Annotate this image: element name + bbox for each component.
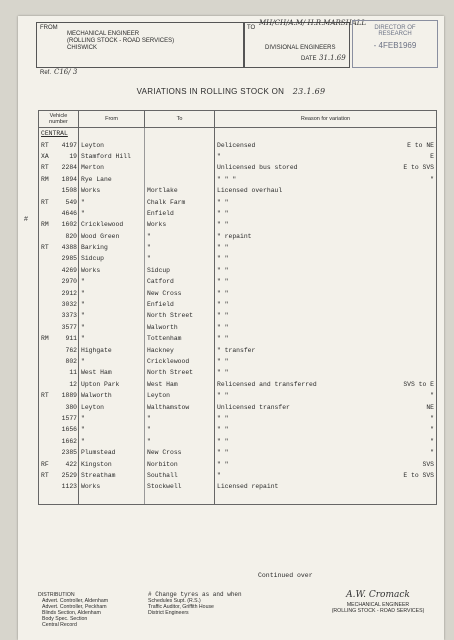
from-cell: " — [79, 333, 145, 344]
reason-cell — [215, 174, 437, 185]
reason-code: SVS to E — [403, 380, 434, 388]
vehicle-number: 1123 — [61, 483, 77, 491]
table-row — [39, 208, 437, 219]
vehicle-number: 3577 — [61, 323, 77, 331]
reason-code: E to NE — [407, 141, 434, 149]
vehicle-number: 380 — [65, 403, 77, 411]
from-cell: Plumstead — [79, 447, 145, 458]
from-cell: " — [79, 424, 145, 435]
to-cell: Stockwell — [145, 481, 215, 492]
reason-text: " " — [217, 414, 229, 422]
to-cell: New Cross — [145, 447, 215, 458]
table-row — [39, 242, 437, 253]
table-row — [39, 356, 437, 367]
reason-code: " — [430, 175, 434, 183]
to-cell: Sidcup — [145, 265, 215, 276]
ref-value: C16/ 3 — [54, 68, 78, 76]
vehicle-prefix: XA — [41, 152, 49, 160]
distribution-block — [38, 592, 108, 628]
middle-line-3: District Engineers — [148, 610, 189, 616]
reason-code: " — [430, 414, 434, 422]
reason-text: " " — [217, 244, 229, 252]
to-value: DIVISIONAL ENGINEERS — [265, 45, 336, 51]
to-cell: " — [145, 242, 215, 253]
vehicle-number-cell — [39, 401, 79, 412]
reason-text: " " — [217, 335, 229, 343]
to-cell: North Street — [145, 310, 215, 321]
middle-note: # Change tyres as and when — [148, 591, 242, 598]
from-cell: " — [79, 322, 145, 333]
section-row — [39, 128, 437, 140]
reason-text: " " — [217, 312, 229, 320]
vehicle-number-cell — [39, 265, 79, 276]
vehicle-number: 422 — [65, 460, 77, 468]
continued-over: Continued over — [258, 572, 313, 579]
to-cell: Norbiton — [145, 458, 215, 469]
vehicle-prefix: RT — [41, 141, 49, 149]
vehicle-number: 1656 — [61, 426, 77, 434]
table-row — [39, 447, 437, 458]
vehicle-number: 549 — [65, 198, 77, 206]
table-row — [39, 299, 437, 310]
vehicle-number-cell — [39, 219, 79, 230]
vehicle-number-cell — [39, 447, 79, 458]
table-row — [39, 481, 437, 492]
vehicle-number: 1602 — [61, 221, 77, 229]
vehicle-number: 2385 — [61, 449, 77, 457]
reason-code: " — [430, 437, 434, 445]
reason-cell — [215, 208, 437, 219]
vehicle-number-cell — [39, 379, 79, 390]
reason-cell — [215, 458, 437, 469]
vehicle-number: 3032 — [61, 301, 77, 309]
reason-text: " " — [217, 449, 229, 457]
from-cell: " — [79, 413, 145, 424]
distribution-line-4: Body Spec. Section — [42, 616, 88, 622]
reason-cell — [215, 401, 437, 412]
reason-text: Licensed overhaul — [217, 187, 283, 195]
vehicle-number: 1662 — [61, 437, 77, 445]
from-cell: Leyton — [79, 139, 145, 150]
reason-code: " — [430, 449, 434, 457]
reason-text: " " — [217, 323, 229, 331]
table-row — [39, 231, 437, 242]
vehicle-number: 4269 — [61, 266, 77, 274]
vehicle-prefix: RF — [41, 460, 49, 468]
to-box — [244, 19, 367, 68]
reason-code: E to SVS — [403, 164, 434, 172]
to-label: TO — [247, 25, 256, 31]
variations-table — [38, 110, 437, 505]
reason-text: " " — [217, 460, 229, 468]
from-cell: Wood Green — [79, 231, 145, 242]
reason-cell — [215, 481, 437, 492]
reason-cell — [215, 139, 437, 150]
vehicle-number: 2970 — [61, 278, 77, 286]
vehicle-number: 1894 — [61, 175, 77, 183]
from-cell: Highgate — [79, 344, 145, 355]
from-cell: Walworth — [79, 390, 145, 401]
from-cell: Streatham — [79, 470, 145, 481]
vehicle-number-cell — [39, 333, 79, 344]
to-cell: Walthamstow — [145, 401, 215, 412]
vehicle-number-cell — [39, 413, 79, 424]
to-cell: " — [145, 253, 215, 264]
from-box — [36, 22, 244, 68]
from-line-3: CHISWICK — [67, 45, 97, 51]
reason-cell — [215, 447, 437, 458]
reason-cell — [215, 470, 437, 481]
reason-text: Unlicensed bus stored — [217, 164, 298, 172]
vehicle-prefix: RT — [41, 244, 49, 252]
vehicle-prefix: RT — [41, 392, 49, 400]
table-row — [39, 333, 437, 344]
table-row — [39, 253, 437, 264]
reason-code: SVS — [422, 460, 434, 468]
stamp-line-1: DIRECTOR OF — [374, 25, 416, 31]
vehicle-prefix: RT — [41, 198, 49, 206]
reason-text: " — [217, 152, 221, 160]
to-cell: " — [145, 424, 215, 435]
stamp-line-2: RESEARCH — [378, 31, 412, 37]
from-cell: " — [79, 276, 145, 287]
reason-cell — [215, 390, 437, 401]
from-cell: " — [79, 208, 145, 219]
vehicle-number: 1508 — [61, 187, 77, 195]
vehicle-prefix: RT — [41, 164, 49, 172]
from-label: FROM — [40, 25, 58, 31]
table-end-row — [39, 493, 437, 505]
to-cell: Leyton — [145, 390, 215, 401]
vehicle-number: 4197 — [61, 141, 77, 149]
vehicle-prefix: RM — [41, 221, 49, 229]
to-cell: Southall — [145, 470, 215, 481]
vehicle-number: 11 — [69, 369, 77, 377]
reason-text: " " — [217, 369, 229, 377]
vehicle-number-cell — [39, 458, 79, 469]
vehicle-number-cell — [39, 299, 79, 310]
reason-cell — [215, 265, 437, 276]
from-cell: Cricklewood — [79, 219, 145, 230]
reason-text: " — [217, 471, 221, 479]
reason-code: E to SVS — [403, 471, 434, 479]
title-text: VARIATIONS IN ROLLING STOCK ON — [136, 87, 285, 96]
vehicle-number: 2529 — [61, 471, 77, 479]
table-row — [39, 265, 437, 276]
vehicle-number-cell — [39, 356, 79, 367]
col-to: To — [145, 111, 215, 128]
vehicle-number-cell — [39, 424, 79, 435]
reason-text: " " — [217, 426, 229, 434]
from-cell: Works — [79, 481, 145, 492]
vehicle-number-cell — [39, 139, 79, 150]
stamp-date: - 4FEB1969 — [373, 41, 417, 50]
reason-text: " " — [217, 198, 229, 206]
table-body — [39, 128, 437, 505]
vehicle-number-cell — [39, 470, 79, 481]
to-handwritten: MH/CH/A.M/ H.R.MARSHALL — [259, 19, 367, 27]
vehicle-number: 4388 — [61, 244, 77, 252]
to-cell: Cricklewood — [145, 356, 215, 367]
reason-cell — [215, 356, 437, 367]
reason-text: " " — [217, 221, 229, 229]
from-cell: " — [79, 196, 145, 207]
vehicle-prefix: RT — [41, 471, 49, 479]
reason-cell — [215, 322, 437, 333]
table-header-row — [39, 111, 437, 128]
from-cell: Sidcup — [79, 253, 145, 264]
vehicle-number-cell — [39, 253, 79, 264]
vehicle-number: 2985 — [61, 255, 77, 263]
table-row — [39, 344, 437, 355]
reason-text: Delicensed — [217, 141, 256, 149]
margin-mark: # — [24, 216, 28, 223]
table-row — [39, 367, 437, 378]
vehicle-prefix: RM — [41, 175, 49, 183]
reason-code: E — [430, 152, 434, 160]
table-row — [39, 424, 437, 435]
reason-code: " — [430, 392, 434, 400]
from-cell: Upton Park — [79, 379, 145, 390]
reason-text: " " — [217, 278, 229, 286]
to-cell: Enfield — [145, 299, 215, 310]
to-cell: " — [145, 231, 215, 242]
section-label: CENTRAL — [39, 128, 79, 140]
reason-cell — [215, 436, 437, 447]
from-cell: " — [79, 287, 145, 298]
reason-code: " — [430, 426, 434, 434]
vehicle-number-cell — [39, 344, 79, 355]
vehicle-prefix: RM — [41, 335, 49, 343]
vehicle-number-cell — [39, 481, 79, 492]
reason-text: " " — [217, 209, 229, 217]
reason-cell — [215, 310, 437, 321]
ref-label: Ref. — [40, 70, 52, 76]
to-cell: Mortlake — [145, 185, 215, 196]
reason-text: " repaint — [217, 232, 252, 240]
to-cell: Enfield — [145, 208, 215, 219]
vehicle-number-cell — [39, 196, 79, 207]
table-row — [39, 219, 437, 230]
received-stamp — [352, 20, 438, 68]
distribution-line-2: Advert. Controller, Peckham — [42, 604, 107, 610]
date-label: DATE — [301, 56, 317, 62]
table-row — [39, 287, 437, 298]
from-cell: Works — [79, 265, 145, 276]
vehicle-number: 3373 — [61, 312, 77, 320]
table-row — [39, 379, 437, 390]
reason-text: Licensed repaint — [217, 483, 279, 491]
reason-text: Relicensed and transferred — [217, 380, 317, 388]
table-row — [39, 436, 437, 447]
vehicle-number: 2912 — [61, 289, 77, 297]
reason-cell — [215, 424, 437, 435]
page-title — [18, 87, 444, 96]
to-cell: West Ham — [145, 379, 215, 390]
vehicle-number: 1577 — [61, 414, 77, 422]
vehicle-number: 802 — [65, 358, 77, 365]
signature-subtitle: (ROLLING STOCK - ROAD SERVICES) — [331, 608, 425, 614]
vehicle-number: 911 — [65, 335, 77, 343]
vehicle-number-cell — [39, 185, 79, 196]
col-from: From — [79, 111, 145, 128]
reason-text: " " — [217, 289, 229, 297]
reason-text: " " — [217, 301, 229, 309]
to-cell — [145, 139, 215, 150]
from-cell: Barking — [79, 242, 145, 253]
vehicle-number: 1889 — [61, 392, 77, 400]
reason-text: " " — [217, 266, 229, 274]
vehicle-number-cell — [39, 436, 79, 447]
vehicle-number-cell — [39, 276, 79, 287]
distribution-line-3: Blinds Section, Aldenham — [42, 610, 101, 616]
vehicle-number-cell — [39, 208, 79, 219]
reason-cell — [215, 333, 437, 344]
vehicle-number-cell — [39, 151, 79, 162]
middle-line-2: Traffic Auditor, Griffith House — [148, 604, 214, 610]
vehicle-number-cell — [39, 242, 79, 253]
table-row — [39, 390, 437, 401]
reason-cell — [215, 299, 437, 310]
reason-code: NE — [426, 403, 434, 411]
to-cell: Chalk Farm — [145, 196, 215, 207]
reason-cell — [215, 253, 437, 264]
from-cell: Rye Lane — [79, 174, 145, 185]
to-cell — [145, 174, 215, 185]
reason-cell — [215, 344, 437, 355]
vehicle-number-cell — [39, 322, 79, 333]
reason-cell — [215, 162, 437, 173]
from-cell: Leyton — [79, 401, 145, 412]
table-row — [39, 322, 437, 333]
middle-line-1: Schedules Supt. (R.S.) — [148, 598, 201, 604]
vehicle-number: 4646 — [61, 209, 77, 217]
to-cell: Walworth — [145, 322, 215, 333]
distribution-line-1: Advert. Controller, Aldenham — [42, 598, 109, 604]
to-cell — [145, 162, 215, 173]
to-cell: Tottenham — [145, 333, 215, 344]
from-cell: " — [79, 310, 145, 321]
table-row — [39, 401, 437, 412]
reason-text: " transfer — [217, 346, 256, 354]
vehicle-number: 820 — [65, 232, 77, 240]
table-row — [39, 310, 437, 321]
date-value: 31.1.69 — [319, 54, 346, 62]
col-reason: Reason for variation — [215, 111, 437, 128]
reason-cell — [215, 219, 437, 230]
reason-cell — [215, 413, 437, 424]
from-cell: " — [79, 299, 145, 310]
reason-cell — [215, 185, 437, 196]
to-cell: Catford — [145, 276, 215, 287]
document-sheet — [18, 16, 444, 640]
from-cell: Works — [79, 185, 145, 196]
to-cell: Hackney — [145, 344, 215, 355]
to-cell: North Street — [145, 367, 215, 378]
to-cell: " — [145, 436, 215, 447]
vehicle-number: 12 — [69, 380, 77, 388]
reason-text: " " " — [217, 175, 237, 183]
to-cell — [145, 151, 215, 162]
table-row — [39, 185, 437, 196]
vehicle-number: 2284 — [61, 164, 77, 172]
from-cell: " — [79, 436, 145, 447]
from-cell: Merton — [79, 162, 145, 173]
vehicle-number: 762 — [65, 346, 77, 354]
reason-text: " " — [217, 392, 229, 400]
vehicle-number: 19 — [69, 152, 77, 160]
vehicle-number-cell — [39, 231, 79, 242]
reason-text: " " — [217, 437, 229, 445]
table-row — [39, 276, 437, 287]
reason-cell — [215, 287, 437, 298]
middle-block — [148, 592, 242, 616]
table-row — [39, 151, 437, 162]
to-cell: " — [145, 413, 215, 424]
reason-cell — [215, 151, 437, 162]
col-vehicle-number: Vehicle number — [39, 111, 79, 128]
reason-cell — [215, 276, 437, 287]
vehicle-number-cell — [39, 310, 79, 321]
distribution-title: DISTRIBUTION — [38, 592, 75, 598]
from-cell: Stamford Hill — [79, 151, 145, 162]
reason-cell — [215, 242, 437, 253]
reason-text: " " — [217, 358, 229, 365]
from-cell: West Ham — [79, 367, 145, 378]
table-row — [39, 458, 437, 469]
vehicle-number-cell — [39, 390, 79, 401]
vehicle-number-cell — [39, 367, 79, 378]
vehicle-number-cell — [39, 162, 79, 173]
reason-text: " " — [217, 255, 229, 263]
vehicle-number-cell — [39, 287, 79, 298]
from-cell: " — [79, 356, 145, 367]
table-row — [39, 196, 437, 207]
from-line-1: MECHANICAL ENGINEER — [67, 31, 140, 37]
reason-cell — [215, 367, 437, 378]
reason-cell — [215, 196, 437, 207]
vehicle-number-cell — [39, 174, 79, 185]
table-row — [39, 162, 437, 173]
to-cell: New Cross — [145, 287, 215, 298]
signature: A.W. Cromack — [346, 590, 410, 600]
table-row — [39, 413, 437, 424]
reason-cell — [215, 379, 437, 390]
reason-cell — [215, 231, 437, 242]
from-line-2: (ROLLING STOCK - ROAD SERVICES) — [67, 38, 175, 44]
distribution-line-5: Central Record — [42, 622, 77, 628]
to-cell: Works — [145, 219, 215, 230]
table-row — [39, 139, 437, 150]
from-cell: Kingston — [79, 458, 145, 469]
title-date: 23.1.69 — [292, 87, 326, 96]
reason-text: Unlicensed transfer — [217, 403, 290, 411]
table-row — [39, 470, 437, 481]
signature-title: MECHANICAL ENGINEER — [346, 602, 410, 608]
table-row — [39, 174, 437, 185]
signature-block — [318, 590, 438, 614]
